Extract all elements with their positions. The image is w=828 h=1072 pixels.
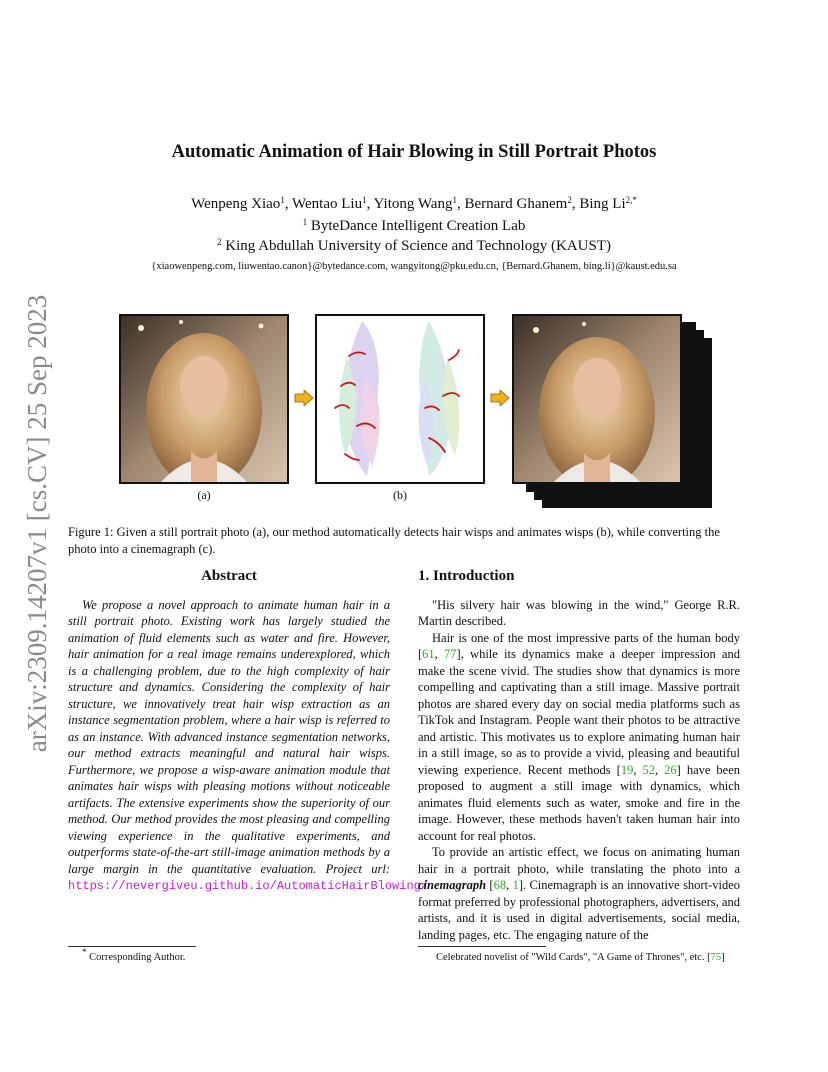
portrait-photo (119, 314, 289, 484)
affiliation-1 (80, 218, 748, 235)
citation-link[interactable]: 52 (642, 762, 655, 777)
affiliation-2 (80, 238, 748, 255)
intro-text: ]. Cinemagraph is an innovative short-video format preferred by professional photographers, advertisers, and artists, and it is used in digital advertisements, social media, landing pages, etc. The engaging nature of the (418, 878, 741, 942)
affiliation-name: King Abdullah University of Science and Technology (KAUST) (225, 238, 611, 254)
citation-link[interactable]: 75 (710, 952, 722, 963)
figure-panel-c (512, 314, 682, 484)
arrow-right-icon (294, 390, 314, 406)
abstract-heading: Abstract (201, 568, 257, 584)
footnote-right (436, 952, 725, 963)
arxiv-stamp (22, 288, 54, 758)
figure-panel-a (119, 314, 289, 484)
citation-link[interactable]: 68 (493, 878, 507, 892)
figure-label-a: (a) (197, 488, 211, 502)
affiliation-name: ByteDance Intelligent Creation Lab (310, 218, 526, 234)
author-name: Bing Li (579, 196, 626, 212)
citation-link[interactable]: 77 (444, 647, 457, 661)
abstract-body: We propose a novel approach to animate human hair in a still portrait photo. Existing work has largely studied the animation of fluid elements such as water and fire. However, hair animation for a real image remains underexplored, which is a challenging problem, due to the high complexity of hair structure and dynamics. Considering the complexity of hair structure, we innovatively treat hair wisp extraction as an instance segmentation problem, where a hair wisp is referred to as an instance. With advanced instance segmentation networks, our method extracts meaningful and natural hair wisps. Furthermore, we propose a wisp-aware animation module that animates hair wisps with pleasing motions without noticeable artifacts. The extensive experiments show the superiority of our method. Our method provides the most pleasing and compelling viewing experience in the qualitative experiments, and outperforms state-of-the-art still-image animation methods by a large margin in the quantitative evaluation. Project url: (68, 597, 390, 876)
footnote-sup: * (82, 947, 87, 957)
hair-wisps-visualization (315, 314, 485, 484)
arrow-right-icon (490, 390, 510, 406)
footnote-text: ] (721, 952, 725, 963)
author-name: Wenpeng Xiao (191, 196, 281, 212)
citation-link[interactable]: 19 (620, 762, 634, 777)
author-name: Yitong Wang (373, 196, 453, 212)
author-name: Bernard Ghanem (464, 196, 568, 212)
citation-link[interactable]: 61 (422, 647, 435, 661)
introduction-section (418, 568, 740, 943)
footnote-text: Corresponding Author. (89, 952, 186, 963)
author-emails: {xiaowenpeng.com, liuwentao.canon}@bytedance.com, wangyitong@pku.edu.cn, {Bernard.Ghanem, bing.li}@kaust.edu.sa (151, 261, 677, 272)
intro-text: Hair is one of the most impressive parts of the human body [ (418, 630, 740, 661)
figure-label-b: (b) (393, 488, 407, 502)
affiliation-sup: 2 (217, 237, 222, 247)
intro-paragraph: To provide an artistic effect, we focus on animating human hair in a portrait photo, while translating the photo into a cinemagraph [68, 1]. Cinemagraph is an innovative short-video format preferred by professional photographers, advertisers, and artists, and it is used in digital advertisements, social media, landing pages, etc. The engaging nature of the (418, 845, 741, 942)
author-sup: 1 (280, 195, 285, 205)
intro-text: To provide an artistic effect, we focus on animating human hair in a portrait photo, while translating the photo into a (418, 845, 740, 876)
cinemagraph-photo (512, 314, 682, 484)
citation-link[interactable]: 1 (512, 878, 519, 892)
footnote-rule (68, 946, 196, 947)
intro-text: [ (486, 878, 494, 892)
footnote-rule (418, 946, 546, 947)
footnote-text: Celebrated novelist of "Wild Cards", "A Game of Thrones", etc. [ (436, 952, 711, 963)
cinemagraph-term: cinemagraph (418, 878, 487, 892)
introduction-heading: 1. Introduction (418, 568, 515, 584)
intro-paragraph: Hair is one of the most impressive parts of the human body [61, 77], while its dynamics make a deeper impression and make the scene vivid. The studies show that dynamics is more compelling and captivating than a still image. Massive portrait photos are shared every day on social media platforms such as TikTok and Instagram. People want their photos to be attractive and artistic. This motivates us to explore animating human hair in a still image, so as to provide a vivid, pleasing and beautiful viewing experience. Recent methods [19, 52, 26] have been proposed to augment a still image with dynamics, which animates fluid elements such as water, smoke and fire in the image. However, these methods haven't taken human hair into account for real photos. (418, 630, 741, 843)
affiliation-sup: 1 (302, 217, 308, 227)
author-sup: 2 (567, 195, 572, 205)
author-name: Wentao Liu (292, 196, 363, 212)
author-sup: 1 (452, 195, 457, 205)
author-sup: 1 (362, 195, 367, 205)
footnote-left (82, 947, 186, 963)
intro-text: ], while its dynamics make a deeper impression and make the scene vivid. The studies show that dynamics is more compelling and captivating than a still image. Massive portrait photos are shared every day on social media platforms such as TikTok and Instagram. People want their photos to be attractive and artistic. This motivates us to explore animating human hair in a still image, so as to provide a vivid, pleasing and beautiful viewing experience. Recent methods [ (418, 647, 740, 777)
intro-text: ] have been proposed to augment a still image with dynamics, which animates fluid elements such as water, smoke and fire in the image. However, these methods haven't taken human hair into account for real photos. (418, 762, 741, 843)
citation-link[interactable]: 26 (664, 762, 677, 777)
intro-paragraph: "His silvery hair was blowing in the wind," George R.R. Martin described. (418, 597, 740, 628)
figure-label-c: (c) (594, 488, 608, 502)
author-sup: 2,* (625, 195, 637, 205)
arxiv-stamp-text: arXiv:2309.14207v1 [cs.CV] 25 Sep 2023 (22, 294, 53, 752)
paper-title: Automatic Animation of Hair Blowing in Still Portrait Photos (171, 142, 657, 162)
figure-panel-b (315, 314, 485, 484)
figure-caption: Figure 1: Given a still portrait photo (a), our method automatically detects hair wisps and animates wisps (b), while converting the photo into a cinemagraph (c). (68, 525, 720, 556)
project-url-link[interactable]: https://nevergiveu.github.io/AutomaticHairBlowing/ (68, 879, 429, 893)
author-list: Wenpeng Xiao$^1$, Wentao Liu$^1$, Yitong Wang$^1$, Bernard Ghanem$^2$, Bing $Li^{2,*}$ (191, 195, 637, 212)
